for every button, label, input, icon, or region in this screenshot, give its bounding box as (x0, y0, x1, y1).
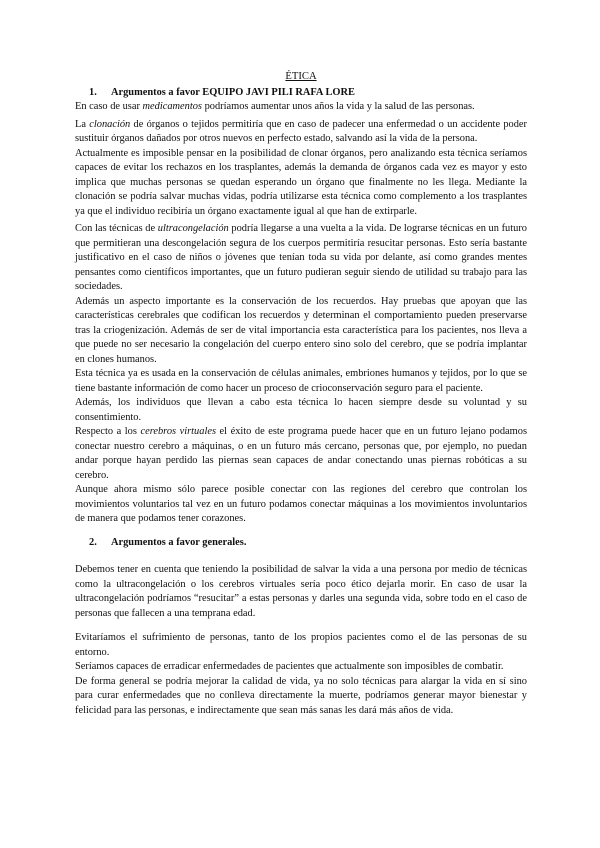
section-2-paragraph: Evitaríamos el sufrimiento de personas, tanto de los propios pacientes como el de las personas de su entorno. (75, 632, 527, 658)
paragraph-text: Con las técnicas de (75, 223, 158, 234)
section-1-paragraph (75, 483, 527, 527)
section-1-paragraph (75, 147, 527, 220)
section-2-heading (89, 536, 527, 551)
section-1-paragraph (75, 100, 527, 115)
paragraph-text: podría llegarse a una vuelta a la vida. De lograrse técnicas en un futuro que permitieran una descongelación segura de los cuerpos permitiría resucitar personas. Esto sería bastante justificativo en el caso de niños o jóvenes que tenían toda su vida por delante, así como grandes mentes pensantes como científicos importantes, que un futuro pudieran seguir siendo de utilidad su trabajo para las sociedades. (75, 223, 527, 292)
section-2-paragraph: Seríamos capaces de erradicar enfermedades de pacientes que actualmente son imposibles de combatir. (75, 661, 504, 672)
section-1-paragraph (75, 118, 527, 147)
paragraph-text: Respecto a los (75, 426, 141, 437)
emphasized-term: clonación (89, 118, 131, 130)
section-2-heading-text: Argumentos a favor generales. (111, 536, 247, 548)
section-2-paragraph: De forma general se podría mejorar la calidad de vida, ya no solo técnicas para alargar la vida en sí sino para curar enfermedades que no conlleva directamente la muerte, podríamos generar mayor bienestar y felicidad para las personas, e indirectamente que sean más sanas les dará más años de vida. (75, 675, 527, 716)
emphasized-term: cerebros virtuales (140, 426, 216, 437)
paragraph-text: podríamos aumentar unos años la vida y la salud de las personas. (201, 101, 475, 112)
page-title: ÉTICA (285, 71, 317, 82)
section-1-paragraph (75, 222, 527, 295)
emphasized-term: medicamentos (142, 101, 202, 112)
paragraph-text: Esta técnica ya es usada en la conservación de células animales, embriones humanos y tejidos, por lo que se tiene bastante información de como hacer un proceso de crioconservación seguro para el paciente. (75, 368, 527, 394)
paragraph-text: La (75, 118, 90, 130)
section-2-number: 2. (89, 536, 97, 548)
section-2-paragraph: Debemos tener en cuenta que teniendo la posibilidad de salvar la vida a una persona por medio de técnicas como la ultracongelación o los cerebros virtuales sería poco ético dejarla morir. En caso de usar la ultracongelación podríamos “resucitar” a estas personas y darles una segunda vida, sobre todo en el caso de personas que fallecen a una temprana edad. (75, 564, 527, 619)
section-1-heading-text: Argumentos a favor EQUIPO JAVI PILI RAFA LORE (111, 86, 355, 98)
section-1-paragraph (75, 295, 527, 368)
paragraph-text: Actualmente es imposible pensar en la posibilidad de clonar órganos, pero analizando esta técnica seríamos capaces de evitar los rechazos en los trasplantes, además la demanda de órganos cada vez es mayor y esto implica que muchas personas se quedan esperando un órgano que finalmente no les llega. Mediante la clonación se podría salvar muchas vidas, podría utilizarse esta técnica como complemento a los trasplantes ya que el individuo recibiría un órgano exactamente igual al que han de extirparle. (75, 147, 527, 217)
section-1-paragraph (75, 367, 527, 396)
paragraph-text: En caso de usar (75, 101, 143, 112)
section-2-body (75, 563, 527, 718)
document-page (75, 70, 527, 718)
section-1-paragraph (75, 425, 527, 483)
section-1-heading (89, 86, 527, 101)
section-1-number: 1. (89, 86, 97, 98)
paragraph-text: Aunque ahora mismo sólo parece posible conectar con las regiones del cerebro que controlan los movimientos voluntarios tal vez en un futuro podamos conectar máquinas a los movimientos involuntarios de manera que podamos tener corazones. (75, 484, 527, 524)
emphasized-term: ultracongelación (157, 223, 229, 234)
paragraph-text: de órganos o tejidos permitiría que en caso de padecer una enfermedad o un accidente poder sustituir órganos dañados por otros nuevos en perfecto estado, salvando así la vida de la persona. (75, 118, 527, 144)
paragraph-text: el éxito de este programa puede hacer que en un futuro lejano podamos conectar nuestro cerebro a máquinas, o en un futuro más cercano, personas que, por ejemplo, no puedan andar porque hayan perdido las piernas sean capaces de andar conectando unas piernas robóticas a su cerebro. (75, 426, 527, 481)
section-1-paragraph (75, 396, 527, 425)
paragraph-text: Además un aspecto importante es la conservación de los recuerdos. Hay pruebas que apoyan que las características cerebrales que codifican los recuerdos y determinan el comportamiento pueden preservarse tras la criogenización. Además de ser de vital importancia esta característica para los pacientes, nos lleva a que puede no ser necesario la congelación del cuerpo entero sino solo del cerebro, que se podría implantar en clones humanos. (75, 295, 527, 365)
section-1-body (75, 100, 527, 527)
paragraph-text: Además, los individuos que llevan a cabo esta técnica lo hacen siempre desde su voluntad y su consentimiento. (75, 397, 527, 423)
